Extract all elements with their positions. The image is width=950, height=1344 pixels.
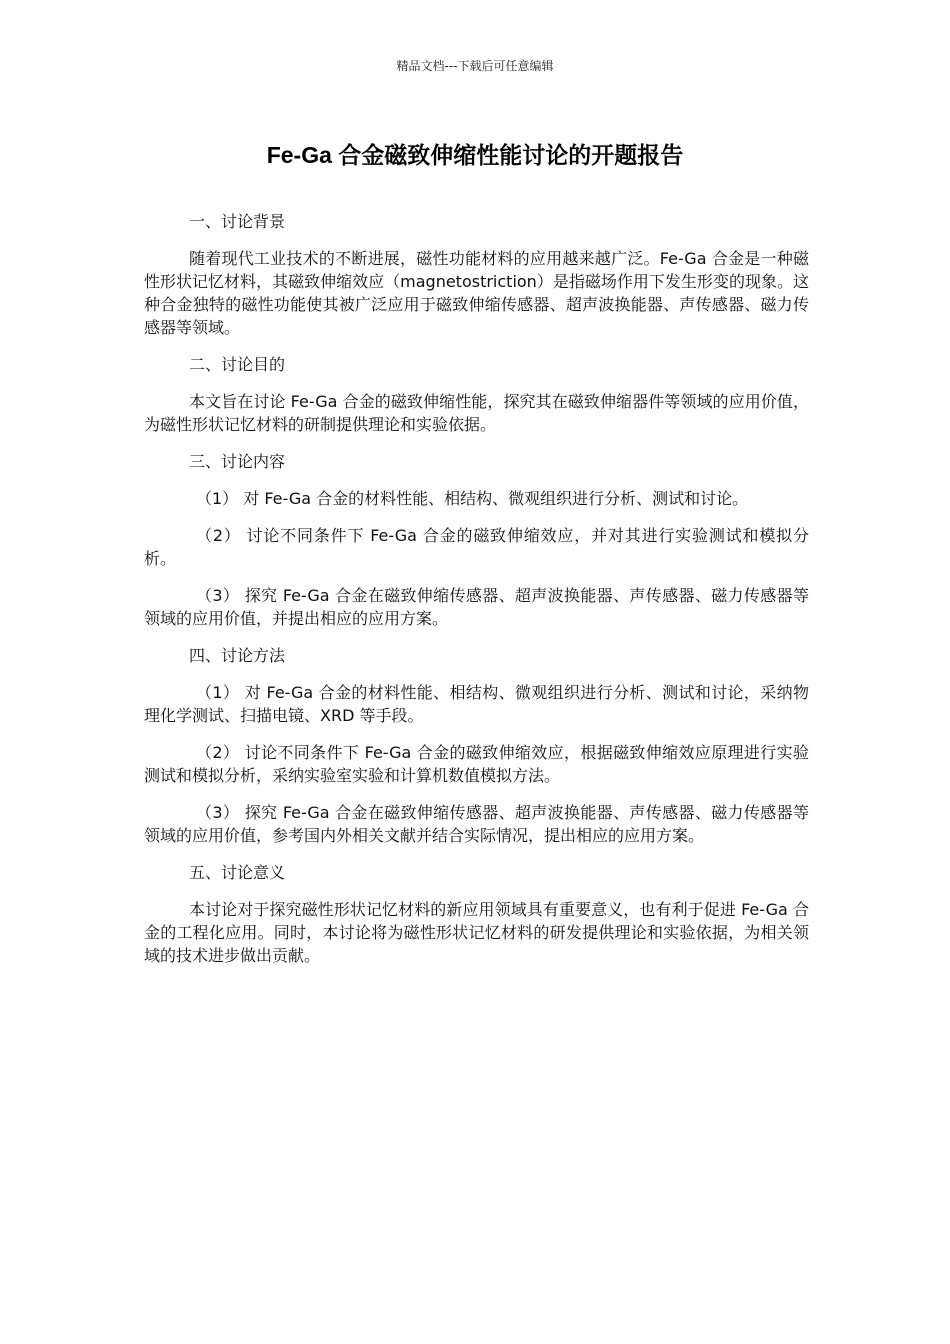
section-heading-methods: 四、讨论方法 — [189, 646, 286, 665]
list-item: （2） 讨论不同条件下 Fe-Ga 合金的磁致伸缩效应，根据磁致伸缩效应原理进行实验测试和模拟分析，采纳实验室实验和计算机数值模拟方法。 — [144, 743, 809, 785]
paragraph: 随着现代工业技术的不断进展，磁性功能材料的应用越来越广泛。Fe-Ga 合金是一种磁性形状记忆材料，其磁致伸缩效应（magnetostriction）是指磁场作用下发生形变的现象。这种合金独特的磁性功能使其被广泛应用于磁致伸缩传感器、超声波换能器、声传感器、磁力传感器等领域。 — [144, 249, 809, 337]
section-heading-purpose: 二、讨论目的 — [189, 355, 286, 374]
section-heading-background: 一、讨论背景 — [189, 212, 286, 231]
paragraph: 本文旨在讨论 Fe-Ga 合金的磁致伸缩性能，探究其在磁致伸缩器件等领域的应用价值，为磁性形状记忆材料的研制提供理论和实验依据。 — [144, 392, 809, 434]
section-heading-content: 三、讨论内容 — [189, 452, 286, 471]
document-title: Fe-Ga 合金磁致伸缩性能讨论的开题报告 — [266, 142, 684, 168]
document-body — [144, 210, 809, 981]
list-item: （2） 讨论不同条件下 Fe-Ga 合金的磁致伸缩效应，并对其进行实验测试和模拟分析。 — [144, 526, 809, 568]
list-item: （1） 对 Fe-Ga 合金的材料性能、相结构、微观组织进行分析、测试和讨论。 — [196, 489, 749, 508]
section-heading-significance: 五、讨论意义 — [189, 863, 286, 882]
paragraph: 本讨论对于探究磁性形状记忆材料的新应用领域具有重要意义，也有利于促进 Fe-Ga 合金的工程化应用。同时，本讨论将为磁性形状记忆材料的研发提供理论和实验依据，为相关领域的技术进步做出贡献。 — [144, 900, 809, 965]
list-item: （3） 探究 Fe-Ga 合金在磁致伸缩传感器、超声波换能器、声传感器、磁力传感器等领域的应用价值，参考国内外相关文献并结合实际情况，提出相应的应用方案。 — [144, 803, 809, 845]
list-item: （3） 探究 Fe-Ga 合金在磁致伸缩传感器、超声波换能器、声传感器、磁力传感器等领域的应用价值，并提出相应的应用方案。 — [144, 586, 809, 628]
list-item: （1） 对 Fe-Ga 合金的材料性能、相结构、微观组织进行分析、测试和讨论，采纳物理化学测试、扫描电镜、XRD 等手段。 — [144, 683, 809, 725]
header-note: 精品文档---下载后可任意编辑 — [396, 59, 554, 73]
